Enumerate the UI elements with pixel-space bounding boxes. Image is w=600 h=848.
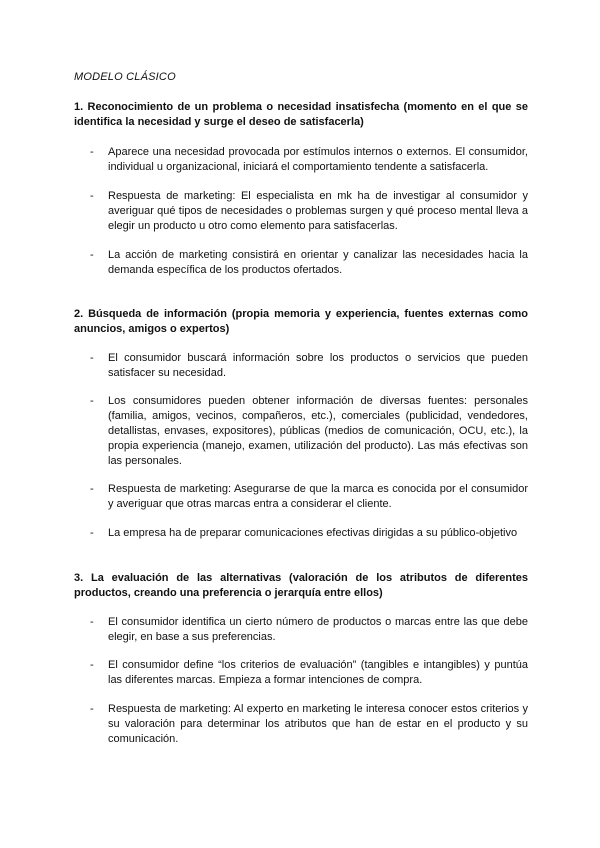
section-1-heading: 1. Reconocimiento de un problema o necesidad insatisfecha (momento en el que se identifica la necesidad y surge el deseo de satisfacerla) xyxy=(74,101,528,128)
list-item xyxy=(90,189,528,234)
list-item xyxy=(90,482,528,512)
list-item xyxy=(90,248,528,278)
list-item-text: La acción de marketing consistirá en orientar y canalizar las necesidades hacia la demanda específica de los productos ofertados. xyxy=(108,249,528,276)
list-item xyxy=(90,658,528,688)
list-item xyxy=(90,702,528,747)
list-item-text: Los consumidores pueden obtener información de diversas fuentes: personales (familia, amigos, vecinos, compañeros, etc.), comerciales (publicidad, vendedores, detallistas, envases, expositores), públicas (medios de comunicación, OCU, etc.), la propia experiencia (manejo, examen, utilización del producto). Las más efectivas son las personales. xyxy=(108,395,528,467)
document-title: MODELO CLÁSICO xyxy=(74,71,176,83)
bullet-dash: - xyxy=(90,527,94,539)
list-item-text: Aparece una necesidad provocada por estímulos internos o externos. El consumidor, individual u organizacional, iniciará el comportamiento tendente a satisfacerla. xyxy=(108,146,528,173)
list-item-text: Respuesta de marketing: El especialista en mk ha de investigar al consumidor y averiguar qué tipos de necesidades o problemas surgen y qué proceso mental lleva a elegir un producto u otro como elemento para satisfacerlas. xyxy=(108,190,528,232)
list-item-text: El consumidor define “los criterios de evaluación” (tangibles e intangibles) y puntúa las diferentes marcas. Empieza a formar intenciones de compra. xyxy=(108,659,528,686)
list-item-text: Respuesta de marketing: Al experto en marketing le interesa conocer estos criterios y su valoración para determinar los atributos que han de estar en el producto y su comunicación. xyxy=(108,703,528,745)
bullet-dash: - xyxy=(90,249,94,261)
list-item xyxy=(90,526,528,541)
bullet-dash: - xyxy=(90,659,94,671)
bullet-dash: - xyxy=(90,146,94,158)
list-item xyxy=(90,615,528,645)
bullet-dash: - xyxy=(90,395,94,407)
list-item xyxy=(90,145,528,175)
list-item-text: La empresa ha de preparar comunicaciones efectivas dirigidas a su público-objetivo xyxy=(108,527,518,539)
list-item xyxy=(90,394,528,469)
list-item-text: El consumidor identifica un cierto número de productos o marcas entre las que debe elegir, en base a sus preferencias. xyxy=(108,616,528,643)
list-item-text: Respuesta de marketing: Asegurarse de que la marca es conocida por el consumidor y averiguar que otras marcas entra a considerar el cliente. xyxy=(108,483,528,510)
bullet-dash: - xyxy=(90,483,94,495)
section-2-heading: 2. Búsqueda de información (propia memoria y experiencia, fuentes externas como anuncios, amigos o expertos) xyxy=(74,308,528,335)
list-item xyxy=(90,351,528,381)
bullet-dash: - xyxy=(90,616,94,628)
bullet-dash: - xyxy=(90,190,94,202)
list-item-text: El consumidor buscará información sobre los productos o servicios que pueden satisfacer su necesidad. xyxy=(108,352,528,379)
bullet-dash: - xyxy=(90,352,94,364)
section-3-heading: 3. La evaluación de las alternativas (valoración de los atributos de diferentes productos, creando una preferencia o jerarquía entre ellos) xyxy=(74,572,528,599)
bullet-dash: - xyxy=(90,703,94,715)
